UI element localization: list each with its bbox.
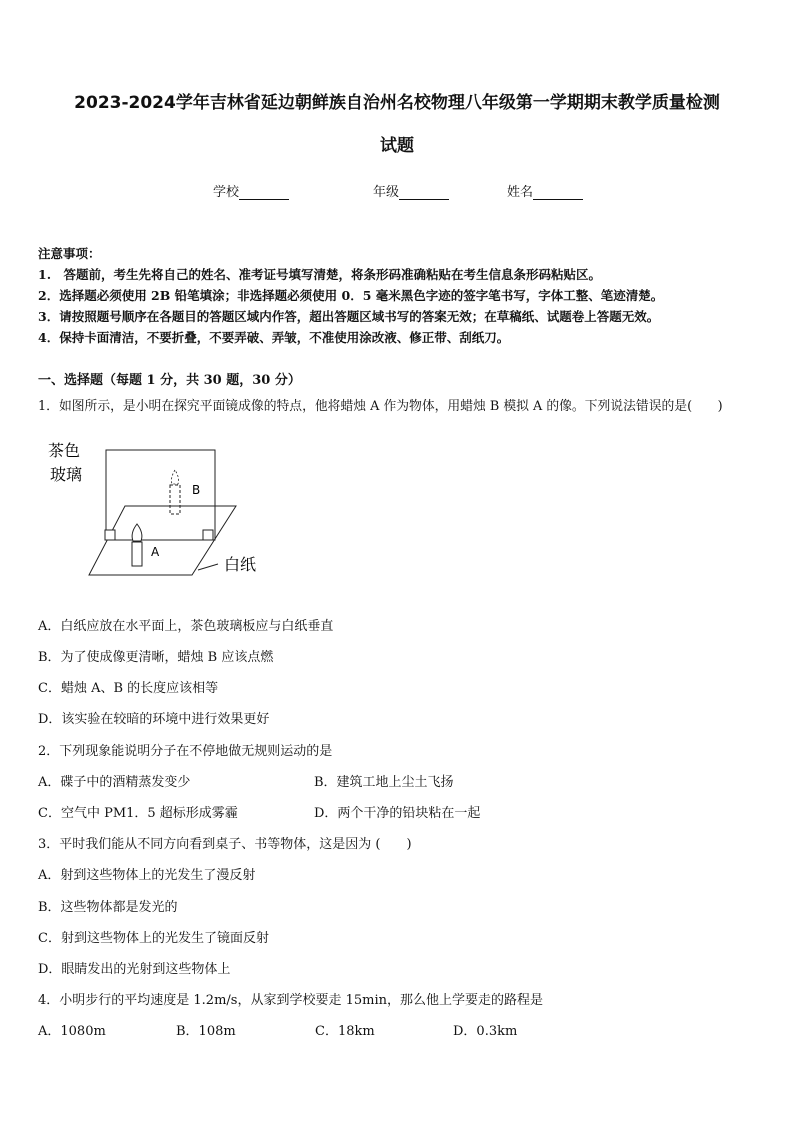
question-4-stem: 4．小明步行的平均速度是 1.2m/s，从家到学校要走 15min，那么他上学要走的路程是 bbox=[38, 993, 543, 1008]
exam-title-line2: 试题 bbox=[380, 136, 414, 156]
q4-option-b: B．108m bbox=[176, 1024, 236, 1039]
candle-b-flame bbox=[171, 470, 178, 484]
q3-option-b: B．这些物体都是发光的 bbox=[38, 900, 178, 915]
notice-item: 2．选择题必须使用 2B 铅笔填涂；非选择题必须使用 0．5 毫米黑色字迹的签字笔书写，字体工整、笔迹清楚。 bbox=[38, 288, 664, 303]
q1-option-c: C．蜡烛 A、B 的长度应该相等 bbox=[38, 681, 219, 696]
grade-blank bbox=[399, 186, 449, 200]
school-field bbox=[213, 181, 289, 200]
name-label: 姓名 bbox=[507, 185, 534, 200]
q3-option-d: D．眼睛发出的光射到这些物体上 bbox=[38, 962, 231, 977]
notice-item: 4．保持卡面清洁，不要折叠，不要弄破、弄皱，不准使用涂改液、修正带、刮纸刀。 bbox=[38, 330, 510, 345]
question-3-stem: 3．平时我们能从不同方向看到桌子、书等物体，这是因为 ( ) bbox=[38, 837, 412, 852]
q1-option-b: B．为了使成像更清晰，蜡烛 B 应该点燃 bbox=[38, 650, 274, 665]
grade-field bbox=[373, 181, 449, 200]
notice-heading: 注意事项： bbox=[38, 246, 101, 261]
glass-stand-left bbox=[105, 530, 115, 540]
school-blank bbox=[239, 186, 289, 200]
question-2-stem: 2．下列现象能说明分子在不停地做无规则运动的是 bbox=[38, 744, 333, 759]
section-heading: 一、选择题（每题 1 分，共 30 题，30 分） bbox=[38, 373, 301, 388]
q2-option-b: B．建筑工地上尘土飞扬 bbox=[314, 775, 454, 790]
candle-b bbox=[170, 485, 180, 514]
q2-option-c: C．空气中 PM1．5 超标形成雾霾 bbox=[38, 806, 238, 821]
name-blank bbox=[533, 186, 583, 200]
question-1-stem: 1．如图所示，是小明在探究平面镜成像的特点，他将蜡烛 A 作为物体，用蜡烛 B 模拟 A 的像。下列说法错误的是( ) bbox=[38, 399, 723, 414]
q4-option-a: A．1080m bbox=[38, 1024, 106, 1039]
q1-option-d: D．该实验在较暗的环境中进行效果更好 bbox=[38, 712, 270, 727]
candle-a-flame bbox=[132, 524, 142, 541]
q4-option-d: D．0.3km bbox=[453, 1024, 518, 1039]
notice-item: 1. 答题前，考生先将自己的姓名、准考证号填写清楚，将条形码准确粘贴在考生信息条形码粘贴区。 bbox=[38, 267, 602, 282]
grade-label: 年级 bbox=[373, 185, 400, 200]
glass-stand-right bbox=[203, 530, 213, 540]
candle-a-label: A bbox=[151, 545, 160, 559]
q3-option-c: C．射到这些物体上的光发生了镜面反射 bbox=[38, 931, 269, 946]
paper-pointer bbox=[198, 564, 218, 570]
exam-title: 2023-2024学年吉林省延边朝鲜族自治州名校物理八年级第一学期期末教学质量检测 bbox=[74, 93, 720, 113]
notice-item: 3．请按照题号顺序在各题目的答题区域内作答，超出答题区域书写的答案无效；在草稿纸、试题卷上答题无效。 bbox=[38, 309, 660, 324]
glass-label: 茶色 bbox=[48, 441, 81, 460]
candle-b-label: B bbox=[192, 483, 201, 497]
q2-option-d: D．两个干净的铅块粘在一起 bbox=[314, 806, 481, 821]
mirror-experiment-figure bbox=[40, 430, 280, 580]
q4-option-c: C．18km bbox=[315, 1024, 375, 1039]
q3-option-a: A．射到这些物体上的光发生了漫反射 bbox=[38, 868, 256, 883]
paper-label: 白纸 bbox=[224, 555, 257, 574]
school-label: 学校 bbox=[213, 185, 240, 200]
q2-option-a: A．碟子中的酒精蒸发变少 bbox=[38, 775, 191, 790]
glass-label: 玻璃 bbox=[50, 465, 83, 484]
candle-a bbox=[132, 542, 142, 566]
q1-option-a: A．白纸应放在水平面上，茶色玻璃板应与白纸垂直 bbox=[38, 619, 334, 634]
name-field bbox=[507, 181, 583, 200]
